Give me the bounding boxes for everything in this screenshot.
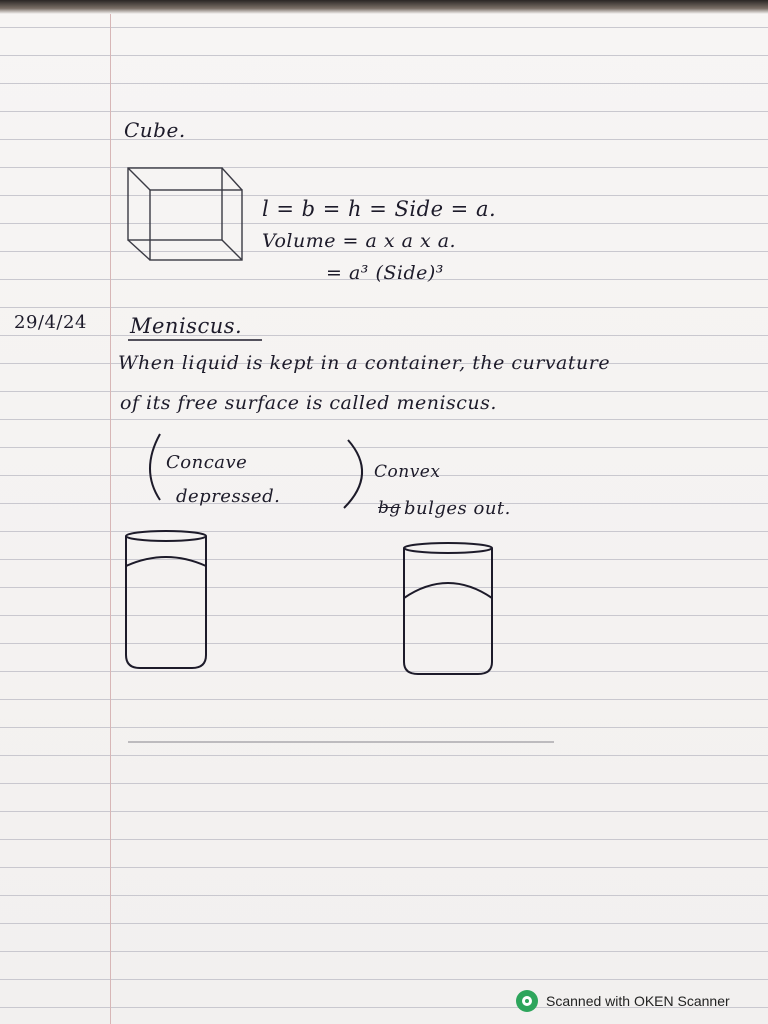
- cube-equation-1: l = b = h = Side = a.: [262, 197, 497, 221]
- convex-bracket: [344, 440, 362, 508]
- cube-equation-3: = a³ (Side)³: [326, 262, 444, 284]
- convex-description: bulges out.: [404, 498, 511, 519]
- scanner-text: Scanned with OKEN Scanner: [546, 993, 730, 1009]
- cube-equation-2: Volume = a x a x a.: [262, 230, 457, 252]
- concave-label: Concave: [166, 452, 248, 473]
- date-label: 29/4/24: [14, 312, 87, 333]
- water-beaker: [126, 531, 206, 668]
- convex-struck-word: bg: [378, 498, 401, 518]
- mercury-beaker: [404, 543, 492, 674]
- meniscus-heading: Meniscus.: [130, 314, 243, 338]
- scanner-watermark: [516, 990, 730, 1012]
- convex-label: Convex: [374, 462, 441, 482]
- cube-drawing: [128, 168, 242, 260]
- concave-bracket: [150, 434, 160, 500]
- scanner-logo-icon: [516, 990, 538, 1012]
- cube-heading: Cube.: [124, 118, 186, 142]
- concave-description: depressed.: [176, 486, 281, 507]
- meniscus-definition-2: of its free surface is called meniscus.: [120, 392, 497, 414]
- meniscus-definition-1: When liquid is kept in a container, the curvature: [118, 352, 611, 374]
